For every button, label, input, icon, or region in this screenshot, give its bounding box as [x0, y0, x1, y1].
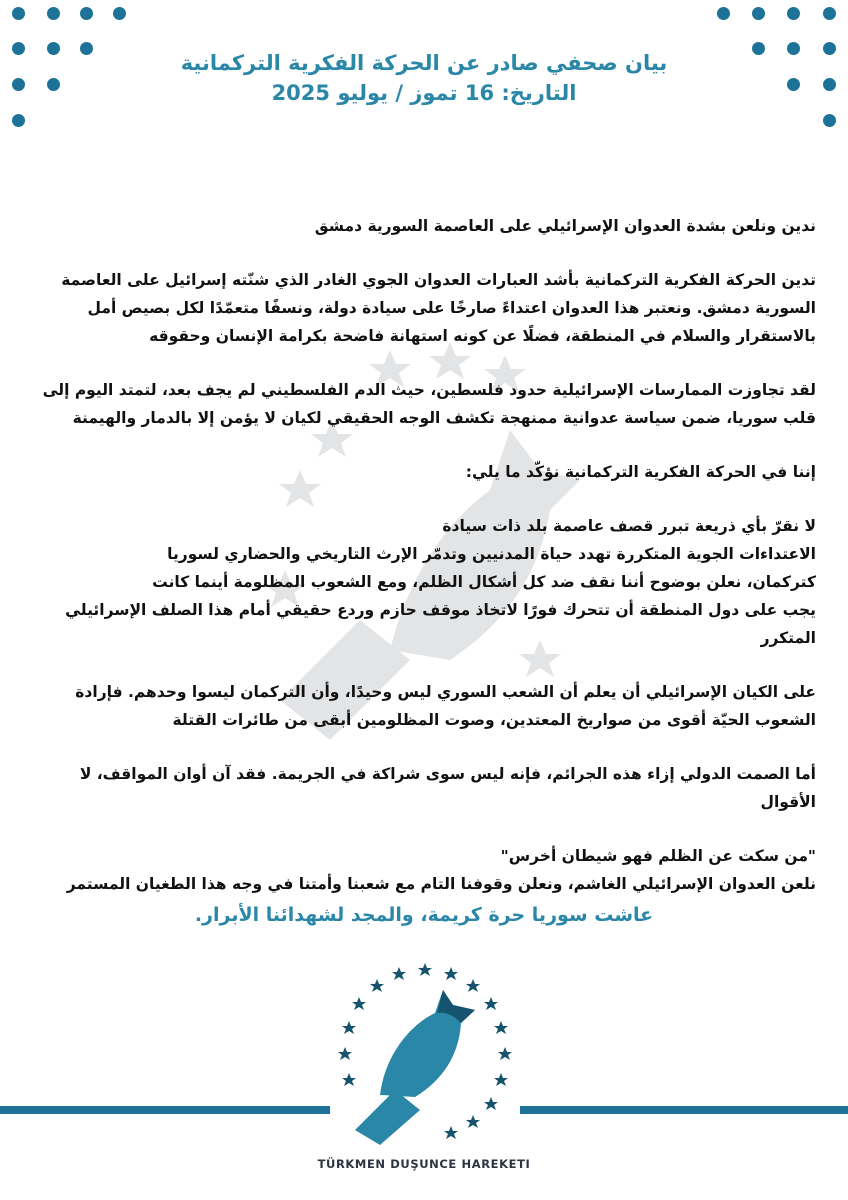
statement-body	[34, 212, 816, 924]
list-item: يجب على دول المنطقة أن تتحرك فورًا لاتخاذ موقف حازم وردع حقيقي أمام هذا الصلف الإسرائيلي المتكرر	[65, 601, 816, 647]
statement-paragraph-1: تدين الحركة الفكرية التركمانية بأشد العبارات العدوان الجوي الغادر الذي شنّته إسرائيل على العاصمة السورية دمشق. ونعتبر هذا العدوان اعتداءً صارخًا على سيادة دولة، ونسفًا متعمّدًا لكل بصيص أمل بالاستقرار والسلام في المنطقة، فضلًا عن كونه استهانة فاضحة بكرامة الإنسان وحقوقه	[61, 271, 816, 345]
decorative-dot-icon	[47, 7, 60, 20]
statement-quote: "من سكت عن الظلم فهو شيطان أخرس"	[500, 847, 816, 865]
document-title: بيان صحفي صادر عن الحركة الفكرية التركمانية	[180, 51, 668, 75]
decorative-dot-icon	[752, 7, 765, 20]
document-date: التاريخ: 16 تموز / يوليو 2025	[271, 81, 577, 105]
list-item: لا نقرّ بأي ذريعة تبرر قصف عاصمة بلد ذات سيادة	[442, 517, 816, 535]
statement-paragraph-3: إننا في الحركة الفكرية التركمانية نؤكّد ما يلي:	[465, 463, 816, 481]
list-item: كتركمان، نعلن بوضوح أننا نقف ضد كل أشكال الظلم، ومع الشعوب المظلومة أينما كانت	[152, 573, 816, 591]
decorative-dot-icon	[12, 7, 25, 20]
decorative-dot-icon	[113, 7, 126, 20]
statement-paragraph-2: لقد تجاوزت الممارسات الإسرائيلية حدود فلسطين، حيث الدم الفلسطيني لم يجف بعد، لتمتد اليوم إلى قلب سوريا، ضمن سياسة عدوانية ممنهجة تكشف الوجه الحقيقي لكيان لا يؤمن إلا بالدمار والهيمنة	[42, 381, 816, 427]
decorative-dot-icon	[823, 7, 836, 20]
decorative-dot-icon	[823, 114, 836, 127]
decorative-dot-icon	[787, 7, 800, 20]
statement-paragraph-5: أما الصمت الدولي إزاء هذه الجرائم، فإنه ليس سوى شراكة في الجريمة. فقد آن أوان المواقف، لا الأقوال	[79, 765, 816, 811]
statement-paragraph-4: على الكيان الإسرائيلي أن يعلم أن الشعب السوري ليس وحيدًا، وأن التركمان ليسوا وحدهم. فإرادة الشعوب الحيّة أقوى من صواريخ المعتدين، وصوت المظلومين أبقى من طائرات القتلة	[75, 683, 816, 729]
decorative-dot-icon	[12, 114, 25, 127]
statement-heading: ندين ونلعن بشدة العدوان الإسرائيلي على العاصمة السورية دمشق	[314, 217, 816, 235]
footer-bar-left	[0, 1106, 330, 1114]
statement-final	[34, 842, 816, 898]
decorative-dot-icon	[717, 7, 730, 20]
closing-slogan: عاشت سوريا حرة كريمة، والمجد لشهدائنا الأبرار.	[194, 904, 654, 926]
statement-final-line: نلعن العدوان الإسرائيلي الغاشم، ونعلن وقوفنا التام مع شعبنا وأمتنا في وجه هذا الطغيان المستمر	[66, 875, 816, 893]
list-item: الاعتداءات الجوية المتكررة تهدد حياة المدنيين وتدمّر الإرث التاريخي والحضاري لسوريا	[167, 545, 816, 563]
statement-points	[34, 512, 816, 652]
wolf-logo-icon	[325, 955, 525, 1145]
brand-name: TÜRKMEN DUŞUNCE HAREKETI	[317, 1157, 531, 1171]
footer-bar-right	[520, 1106, 848, 1114]
document-header	[0, 48, 848, 108]
decorative-dot-icon	[80, 7, 93, 20]
